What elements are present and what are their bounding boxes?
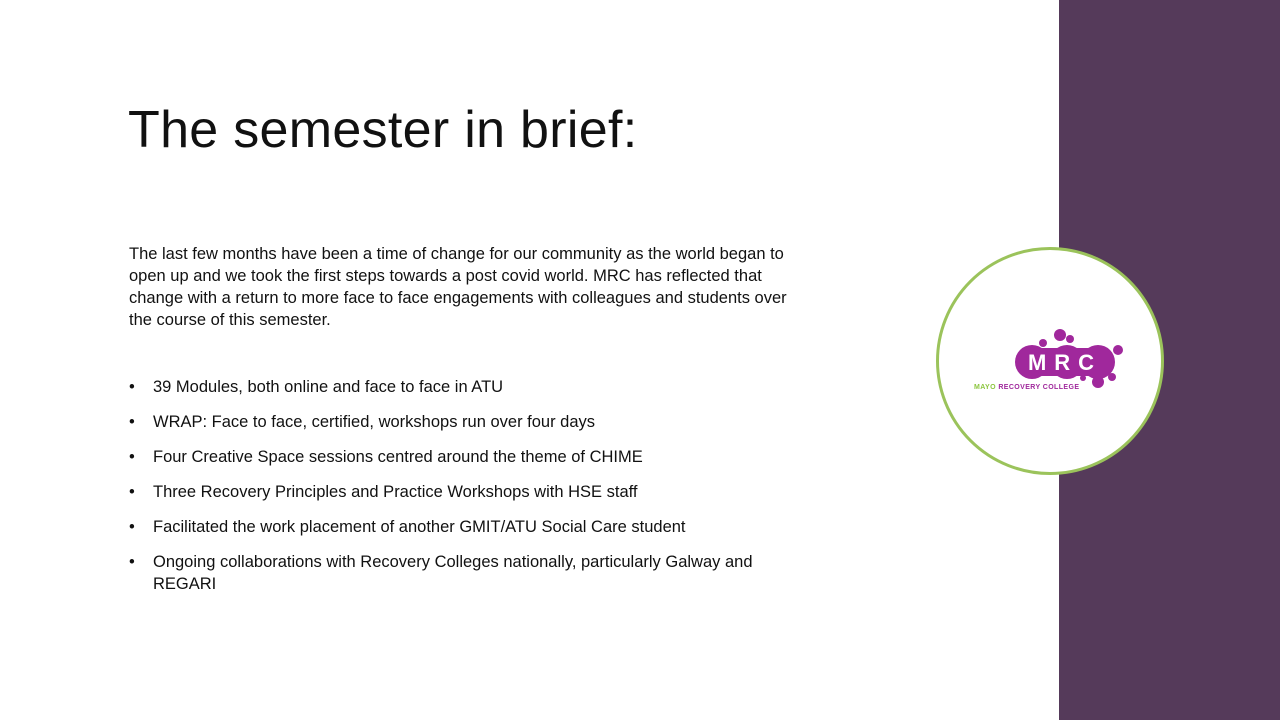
bullet-marker: • <box>129 448 135 466</box>
bullet-marker: • <box>129 553 135 571</box>
logo-mark: MRC <box>1027 350 1103 375</box>
bullet-item <box>129 551 799 595</box>
bullet-text: 39 Modules, both online and face to face in ATU <box>153 378 504 396</box>
bullet-item <box>129 481 799 503</box>
bullet-text: Three Recovery Principles and Practice Workshops with HSE staff <box>153 483 638 501</box>
bullet-marker: • <box>129 483 135 501</box>
logo-tagline <box>974 384 1079 391</box>
bullet-marker: • <box>129 378 135 396</box>
bullet-marker: • <box>129 518 135 536</box>
bullet-text: Ongoing collaborations with Recovery Colleges nationally, particularly Galway and REGARI <box>153 553 753 593</box>
slide-title: The semester in brief: <box>128 101 638 159</box>
bullet-marker: • <box>129 413 135 431</box>
bullet-text: WRAP: Face to face, certified, workshops run over four days <box>153 413 596 431</box>
bullet-item <box>129 376 799 398</box>
bullet-text: Four Creative Space sessions centred around the theme of CHIME <box>153 448 643 466</box>
intro-paragraph: The last few months have been a time of change for our community as the world began to open up and we took the first steps towards a post covid world. MRC has reflected that change with a return to more face to face engagements with colleagues and students over the course of this semester. <box>129 245 787 329</box>
bullet-item <box>129 516 799 538</box>
bullet-item <box>129 446 799 468</box>
bullet-list <box>129 376 799 608</box>
logo-tagline-college: RECOVERY COLLEGE <box>998 384 1080 391</box>
bullet-item <box>129 411 799 433</box>
logo-tagline-mayo: MAYO <box>974 384 999 391</box>
bullet-text: Facilitated the work placement of another GMIT/ATU Social Care student <box>153 518 686 536</box>
mrc-logo <box>970 326 1130 396</box>
